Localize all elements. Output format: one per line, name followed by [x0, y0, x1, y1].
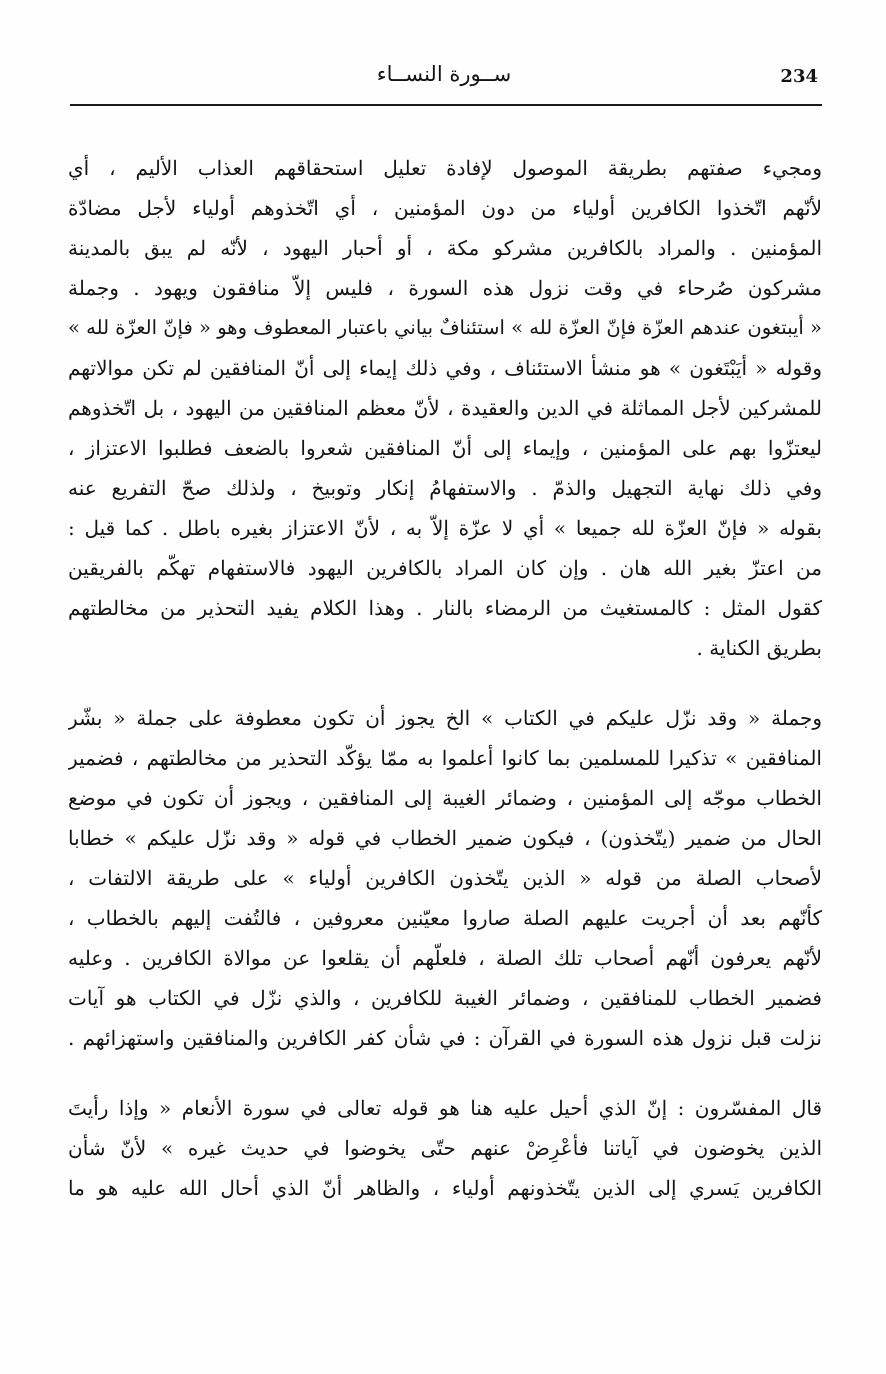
paragraph-3 [68, 1088, 822, 1208]
page-number: 234 [780, 66, 818, 87]
body-text [68, 148, 822, 1208]
text-line: وجملة « وقد نزّل عليكم في الكتاب » الخ يجوز أن تكون معطوفة على جملة « بشّر [68, 706, 822, 730]
text-line: قال المفسّرون : إنّ الذي أحيل عليه هنا هو قوله تعالى في سورة الأنعام « وإذا رأيتَ [68, 1096, 822, 1120]
text-line: الخطاب موجّه إلى المؤمنين ، وضمائر الغيبة إلى المنافقين ، ويجوز أن تكون في موضع [68, 786, 822, 810]
paragraph-1 [68, 148, 822, 668]
text-line: وفي ذلك نهاية التجهيل والذمّ . والاستفهامُ إنكار وتوبيخ ، ولذلك صحّ التفريع عنه [68, 476, 822, 500]
text-line: الحال من ضمير (يتّخذون) ، فيكون ضمير الخطاب في قوله « وقد نزّل عليكم » خطابا [68, 826, 822, 850]
text-line: ومجيء صفتهم بطريقة الموصول لإفادة تعليل استحقاقهم العذاب الأليم ، أي [68, 156, 822, 180]
text-line: المنافقين » تذكيرا للمسلمين بما كانوا أعلموا به ممّا يؤكّد التحذير من مخالطتهم ، فضمير [68, 746, 822, 770]
text-line: للمشركين لأجل المماثلة في الدين والعقيدة ، لأنّ معظم المنافقين من اليهود ، بل اتّخذوهم [68, 396, 822, 420]
text-line: وقوله « أيَبْتَغون » هو منشأ الاستئناف ، وفي ذلك إيماء إلى أنّ المنافقين لم تكن موالاتهم [68, 356, 822, 380]
text-line: المؤمنين . والمراد بالكافرين مشركو مكة ، أو أحبار اليهود ، لأنّه لم يبق بالمدينة [68, 236, 822, 260]
text-line: فضمير الخطاب للمنافقين ، وضمائر الغيبة للكافرين ، والذي نزّل في الكتاب هو آيات [68, 986, 822, 1010]
text-line: لأنّهم يعرفون أنّهم أصحاب تلك الصلة ، فلعلّهم أن يقلعوا عن موالاة الكافرين . وعليه [68, 946, 822, 970]
text-line: مشركون صُرحاء في وقت نزول هذه السورة ، فليس إلاّ منافقون ويهود . وجملة [68, 276, 822, 300]
text-line: « أيبتغون عندهم العزّة فإنّ العزّة لله » استئنافٌ بياني باعتبار المعطوف وهو « فإنّ العزّة لله » [68, 316, 822, 339]
text-line: بقوله « فإنّ العزّة لله جميعا » أي لا عزّة إلاّ به ، لأنّ الاعتزاز بغيره باطل . كما قيل : [68, 516, 822, 540]
text-line: لأنّهم اتّخذوا الكافرين أولياء من دون المؤمنين ، أي اتّخذوهم أولياء لأجل مضادّة [68, 196, 822, 220]
text-line: كأنّهم بعد أن أجريت عليهم الصلة صاروا معيّنين معروفين ، فالتُفت إليهم بالخطاب ، [68, 906, 822, 930]
running-title: ســورة النســاء [376, 62, 512, 86]
text-line: ليعتزّوا بهم على المؤمنين ، وإيماء إلى أنّ المنافقين شعروا بالضعف فطلبوا الاعتزاز ، [68, 436, 822, 460]
text-line: لأصحاب الصلة من قوله « الذين يتّخذون الكافرين أولياء » على طريقة الالتفات ، [68, 866, 822, 890]
header-rule [70, 104, 822, 106]
paragraph-2 [68, 698, 822, 1058]
page-header [70, 60, 818, 100]
text-line: نزلت قبل نزول هذه السورة في القرآن : في شأن كفر الكافرين والمنافقين واستهزائهم . [68, 1026, 822, 1050]
text-line: من اعتزّ بغير الله هان . وإن كان المراد بالكافرين اليهود فالاستفهام تهكّم بالفريقين [68, 556, 822, 580]
text-line: الذين يخوضون في آياتنا فأعْرِضْ عنهم حتّى يخوضوا في حديث غيره » لأنّ شأن [68, 1136, 822, 1160]
text-line: الكافرين يَسري إلى الذين يتّخذونهم أولياء ، والظاهر أنّ الذي أحال الله عليه هو ما [68, 1176, 822, 1200]
text-line: بطريق الكناية . [696, 636, 822, 660]
text-line: كقول المثل : كالمستغيث من الرمضاء بالنار . وهذا الكلام يفيد التحذير من مخالطتهم [68, 596, 822, 620]
